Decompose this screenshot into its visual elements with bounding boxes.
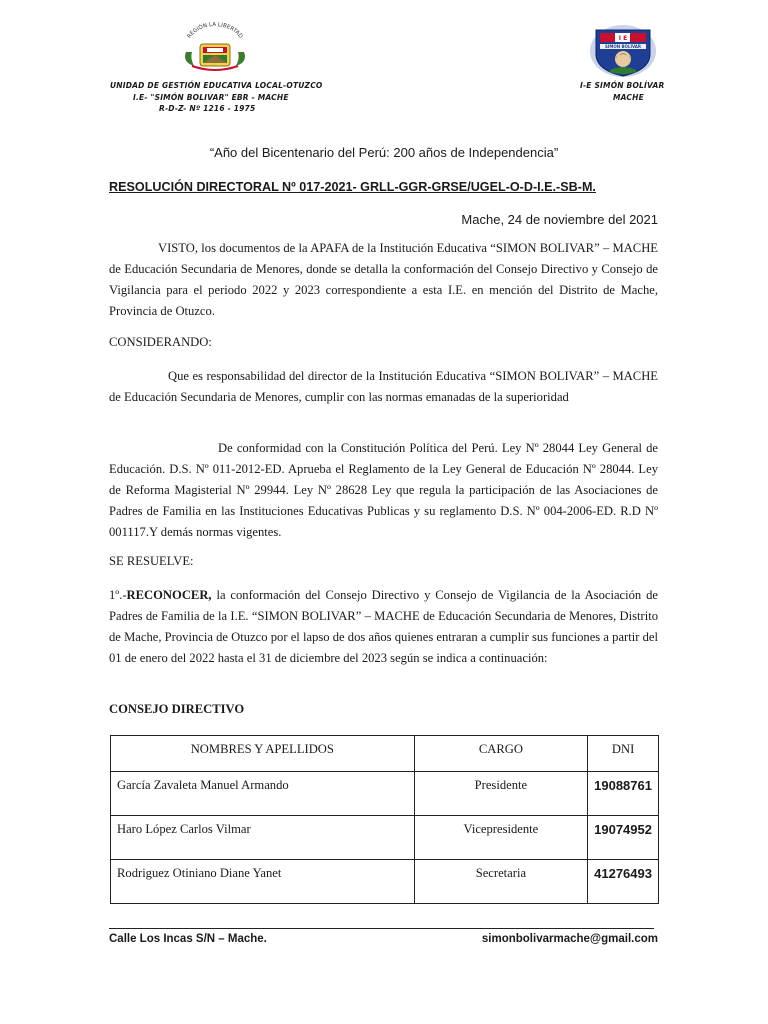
considerando-label: CONSIDERANDO:: [109, 335, 212, 349]
table-header-row: [111, 736, 659, 772]
region-emblem: [178, 22, 252, 72]
article-1-verb: RECONOCER,: [126, 588, 212, 602]
considerando-paragraph-1: Que es responsabilidad del director de la Institución Educativa “SIMON BOLIVAR” – MACHE de Educación Secundaria de Menores, cumplir con las normas emanadas de la superioridad: [109, 369, 658, 404]
member-name: García Zavaleta Manuel Armando: [111, 772, 415, 816]
article-1-paragraph: [109, 585, 658, 669]
consejo-directivo-table: [110, 735, 659, 904]
region-emblem-text: REGIÓN LA LIBERTAD: [186, 22, 244, 40]
consejo-directivo-label: CONSEJO DIRECTIVO: [109, 702, 245, 716]
member-cargo: Vicepresidente: [414, 816, 588, 860]
document-date: Mache, 24 de noviembre del 2021: [461, 212, 658, 227]
header-right-line-mache: MACHE: [613, 93, 644, 102]
member-cargo: Presidente: [414, 772, 588, 816]
header-dni: DNI: [588, 736, 659, 772]
member-dni: 41276493: [588, 860, 659, 904]
member-dni: 19088761: [588, 772, 659, 816]
considerando-paragraph-2: De conformidad con la Constitución Política del Perú. Ley Nº 28044 Ley General de Educación. D.S. Nº 011-2012-ED. Aprueba el Reglamento de la Ley General de Educación Nº 28044. Ley de Reforma Magisterial Nº 29944. Ley Nº 28628 Ley que regula la participación de las Asociaciones de Padres de Familia en las Instituciones Educativas Publicas y su reglamento D.S. Nº 004-2006-ED. R.D Nº 001117.Y demás normas vigentes.: [109, 441, 658, 539]
footer-address: Calle Los Incas S/N – Mache.: [109, 933, 267, 945]
article-1-text: la conformación del Consejo Directivo y Consejo de Vigilancia de la Asociación de Padres de Familia de la I.E. “SIMON BOLIVAR” – MACHE de Educación Secundaria de Menores, Distrito de Mache, Provincia de Otuzco por el lapso de dos años quienes entraran a cumplir sus funciones a partir del 01 de enero del 2022 hasta el 31 de diciembre del 2023 según se indica a continuación:: [109, 588, 658, 665]
header-names: NOMBRES Y APELLIDOS: [111, 736, 415, 772]
table-row: [111, 816, 659, 860]
footer-email[interactable]: simonbolivarmache@gmail.com: [481, 933, 658, 945]
header-line-ie: I.E- "SIMÓN BOLIVAR" EBR - MACHE: [133, 93, 289, 102]
header-cargo: CARGO: [414, 736, 588, 772]
table-row: [111, 860, 659, 904]
header-line-ugel: UNIDAD DE GESTIÓN EDUCATIVA LOCAL-OTUZCO: [110, 81, 323, 90]
school-shield-logo: [588, 24, 658, 78]
visto-paragraph: VISTO, los documentos de la APAFA de la Institución Educativa “SIMON BOLIVAR” – MACHE de Educación Secundaria de Menores, donde se detalla la conformación del Consejo Directivo y Consejo de Vigilancia para el periodo 2022 y 2023 correspondiente a esta I.E. en mención del Distrito de Mache, Provincia de Otuzco.: [109, 241, 658, 318]
header-right-line-ie: I-E SIMÓN BOLÍVAR: [580, 81, 665, 90]
member-dni: 19074952: [588, 816, 659, 860]
resuelve-label: SE RESUELVE:: [109, 554, 194, 568]
year-motto: “Año del Bicentenario del Perú: 200 años de Independencia”: [209, 145, 559, 160]
header-line-rdz: R-D-Z- Nº 1216 - 1975: [159, 104, 256, 113]
member-cargo: Secretaria: [414, 860, 588, 904]
footer-divider: [109, 928, 654, 929]
table-row: [111, 772, 659, 816]
svg-text:REGIÓN LA LIBERTAD: [187, 22, 244, 40]
member-name: Haro López Carlos Vilmar: [111, 816, 415, 860]
school-shield-badge: I E: [618, 35, 628, 42]
article-1-number: 1º.-: [109, 588, 127, 602]
member-name: Rodriguez Otiniano Diane Yanet: [111, 860, 415, 904]
resolution-title: RESOLUCIÓN DIRECTORAL Nº 017-2021- GRLL-GGR-GRSE/UGEL-O-D-I.E.-SB-M.: [109, 180, 596, 194]
school-shield-text: SIMON BOLIVAR: [605, 44, 641, 49]
